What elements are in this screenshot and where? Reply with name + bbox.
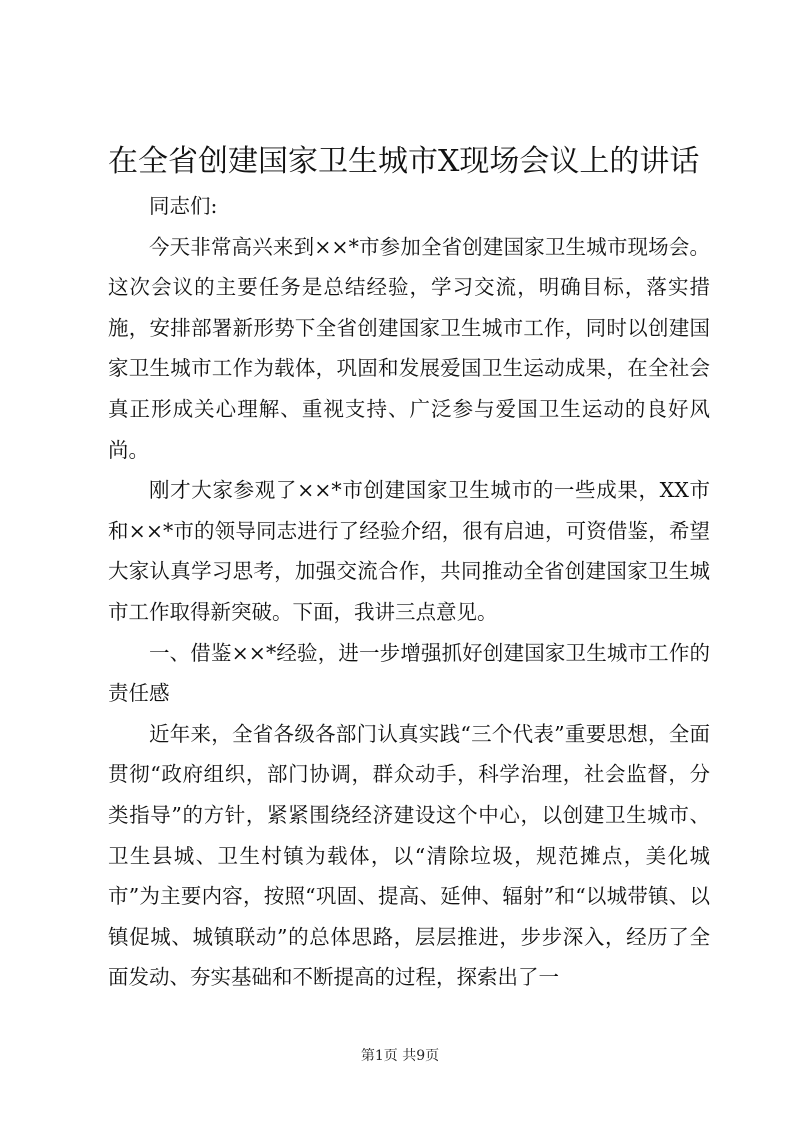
body-paragraph: 今天非常高兴来到××*市参加全省创建国家卫生城市现场会。这次会议的主要任务是总结经验，学习交流，明确目标，落实措施，安排部署新形势下全省创建国家卫生城市工作，同时以创建国家卫生城市工作为载体，巩固和发展爱国卫生运动成果，在全社会真正形成关心理解、重视支持、广泛参与爱国卫生运动的良好风尚。 [108,234,710,462]
body-paragraph: 近年来，全省各级各部门认真实践“三个代表”重要思想，全面贯彻“政府组织，部门协调，群众动手，科学治理，社会监督，分类指导”的方针，紧紧围绕经济建设这个中心，以创建卫生城市、卫生县城、卫生村镇为载体，以“清除垃圾，规范摊点，美化城市”为主要内容，按照“巩固、提高、延伸、辐射”和“以城带镇、以镇促城、城镇联动”的总体思路，层层推进，步步深入，经历了全面发动、夯实基础和不断提高的过程，探索出了一 [108,721,710,990]
page-number-footer: 第1页 共9页 [360,1048,440,1064]
document-body [108,186,710,998]
document-title: 在全省创建国家卫生城市X现场会议上的讲话 [108,144,700,179]
section-heading: 一、借鉴××*经验，进一步增强抓好创建国家卫生城市工作的责任感 [108,640,710,706]
salutation-paragraph: 同志们: [149,194,218,218]
body-paragraph: 刚才大家参观了××*市创建国家卫生城市的一些成果，XX市和××*市的领导同志进行了经验介绍，很有启迪，可资借鉴，希望大家认真学习思考，加强交流合作，共同推动全省创建国家卫生城市工作取得新突破。下面，我讲三点意见。 [108,478,710,624]
